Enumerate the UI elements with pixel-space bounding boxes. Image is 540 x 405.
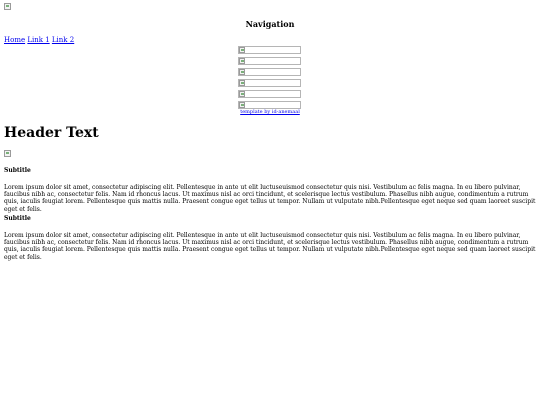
nav-image-button-1[interactable]: [238, 46, 301, 54]
page-header: Header Text: [4, 125, 99, 141]
nav-links: [4, 36, 74, 45]
section-subtitle: Subtitle: [4, 167, 31, 174]
template-credit: [0, 109, 540, 115]
nav-image-button-2[interactable]: [238, 57, 301, 65]
broken-image-icon: [4, 150, 11, 157]
broken-image-icon: [4, 3, 11, 10]
section-subtitle: Subtitle: [4, 215, 31, 222]
nav-image-button-4[interactable]: [238, 79, 301, 87]
section-body: Lorem ipsum dolor sit amet, consectetur adipiscing elit. Pellentesque in ante ut elit luctuseuismod consectetur quis nisi. Vestibulum ac felis magna. In eu libero pulvinar, faucibus nibh ac, consectetur felis. Nam id rhoncus lacus. Ut maximus nisl ac orci tincidunt, et scelerisque lectus vestibulum. Phasellus nibh augue, condimentum a rutrum quis, iaculis feugiat lorem. Pellentesque quis mattis nulla. Praesent congue eget tellus ut tempor. Nullam ut vulputate nibh.Pellentesque eget neque sed quam laoreet suscipit eget et felis.: [4, 184, 536, 213]
nav-image-button-6[interactable]: [238, 101, 301, 109]
broken-image-icon: [239, 91, 245, 97]
nav-link-1[interactable]: Link 1: [27, 36, 50, 44]
broken-image-icon: [239, 69, 245, 75]
broken-image-icon: [239, 47, 245, 53]
nav-image-button-5[interactable]: [238, 90, 301, 98]
nav-image-button-3[interactable]: [238, 68, 301, 76]
template-credit-link[interactable]: template by id-anemaal: [240, 109, 300, 115]
broken-image-icon: [239, 80, 245, 86]
nav-button-stack: [238, 46, 302, 112]
broken-image-icon: [239, 102, 245, 108]
section-body: Lorem ipsum dolor sit amet, consectetur adipiscing elit. Pellentesque in ante ut elit luctuseuismod consectetur quis nisi. Vestibulum ac felis magna. In eu libero pulvinar, faucibus nibh ac, consectetur felis. Nam id rhoncus lacus. Ut maximus nisl ac orci tincidunt, et scelerisque lectus vestibulum. Phasellus nibh augue, condimentum a rutrum quis, iaculis feugiat lorem. Pellentesque quis mattis nulla. Praesent congue eget tellus ut tempor. Nullam ut vulputate nibh.Pellentesque eget neque sed quam laoreet suscipit eget et felis.: [4, 232, 536, 261]
broken-image-icon: [239, 58, 245, 64]
navigation-title: Navigation: [245, 19, 295, 29]
nav-link-home[interactable]: Home: [4, 36, 26, 44]
nav-link-2[interactable]: Link 2: [51, 36, 75, 44]
